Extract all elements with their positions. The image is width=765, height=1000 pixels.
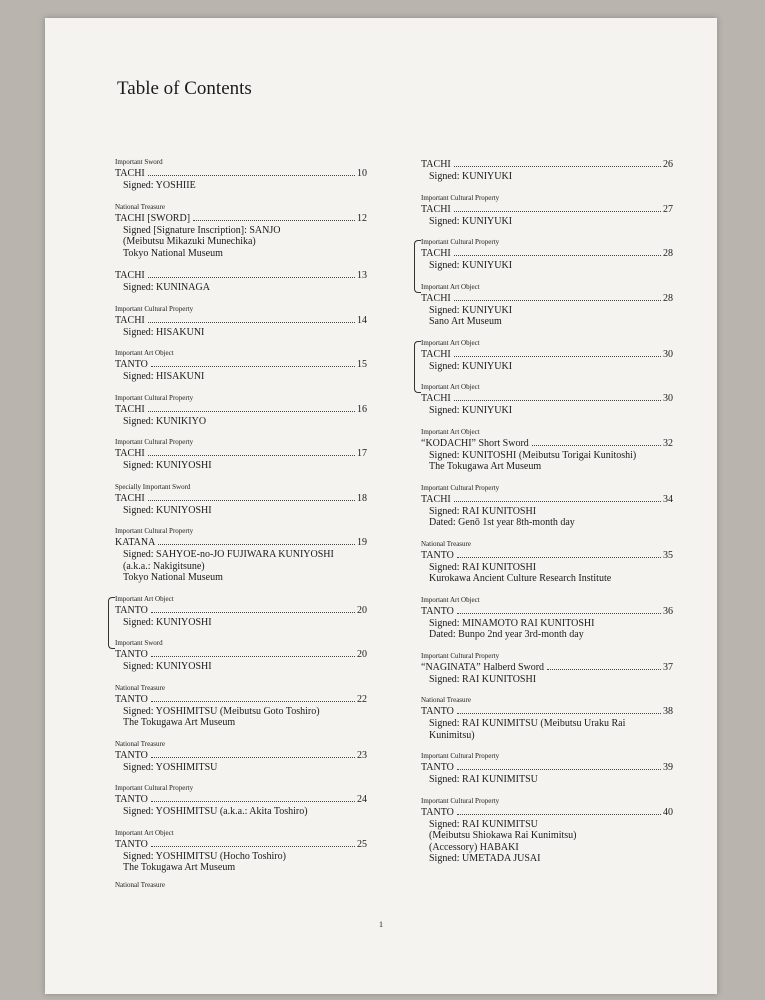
entry-page-number: 25 [357,838,367,850]
entry-page-number: 28 [663,248,673,259]
toc-entry [115,158,367,192]
toc-entry [115,784,367,818]
entry-detail: Tokyo National Museum [123,572,223,583]
dot-leader [457,613,661,614]
dot-leader [532,445,661,446]
dot-leader [151,612,355,613]
group-bracket [414,341,421,393]
entry-detail: Signed: KUNITOSHI (Meibutsu Torigai Kunitoshi) [429,449,637,461]
entry-detail: Signed: RAI KUNIMITSU (Meibutsu Uraku Rai Kunimitsu) [429,718,626,741]
dot-leader [454,166,661,167]
dot-leader [148,455,355,456]
toc-entry [115,527,367,584]
toc-entry [115,203,367,260]
dot-leader [151,656,355,657]
entry-heading-line [115,359,367,371]
entry-page-number: 16 [357,403,367,415]
entry-detail: Signed: RAI KUNITOSHI [429,505,537,517]
entry-page-number: 17 [357,448,367,459]
entry-heading-line [115,493,367,505]
entry-heading-line [115,448,367,460]
entry-page-number: 19 [357,537,367,548]
entry-title: “NAGINATA” Halberd Sword [421,661,545,673]
entry-category: Important Art Object [115,828,174,837]
entry-title: TANTO [421,806,454,818]
entry-page-number: 14 [357,314,367,326]
entry-page-number: 27 [663,203,673,215]
entry-page-number: 23 [357,749,367,761]
dot-leader [151,801,355,802]
dot-leader [158,544,355,545]
entry-heading-line [421,393,673,405]
entry-detail: Signed: KUNIYUKI [429,215,513,227]
entry-title: TACHI [115,492,145,504]
entry-detail: Sano Art Museum [429,316,502,327]
entry-detail: (Accessory) HABAKI [429,841,519,853]
entry-title: TANTO [115,359,148,370]
dot-leader [151,757,355,758]
dot-leader [454,501,661,502]
toc-entry [115,740,367,774]
entry-title: TANTO [421,605,454,617]
entry-category: Important Cultural Property [421,193,500,202]
entry-category: Important Cultural Property [115,393,194,402]
entry-category: Important Cultural Property [421,752,500,760]
entry-page-number: 22 [357,693,367,705]
dot-leader [454,400,661,401]
entry-heading-line [115,839,367,851]
toc-entry [421,752,673,786]
entry-detail: The Tokugawa Art Museum [123,717,236,728]
entry-category: Important Art Object [115,594,174,603]
entry-title: TANTO [421,762,454,773]
toc-entry [115,394,367,428]
dot-leader [148,500,355,501]
entry-heading-line [115,404,367,416]
entry-heading-line [421,550,673,562]
entry-page-number: 20 [357,649,367,660]
entry-heading-line [115,168,367,180]
toc-entry [421,238,673,272]
entry-page-number: 24 [357,794,367,805]
entry-detail: Signed: MINAMOTO RAI KUNITOSHI [429,617,595,629]
entry-detail: Signed: YOSHIMITSU (a.k.a.: Akita Toshiro) [123,806,308,817]
dot-leader [148,175,355,176]
entry-heading-line [421,293,673,305]
entry-category: Important Cultural Property [115,438,194,446]
entry-category: National Treasure [421,696,471,704]
toc-right-column [421,158,673,876]
entry-heading-line [115,649,367,661]
entry-detail: (Meibutsu Mikazuki Munechika) [123,236,256,247]
entry-detail: Signed: KUNIYUKI [429,405,513,416]
entry-detail: Signed: KUNIYOSHI [123,661,212,672]
entry-heading-line [115,537,367,549]
entry-heading-line [115,605,367,617]
entry-page-number: 34 [663,493,673,505]
entry-detail: Dated: Genō 1st year 8th-month day [429,517,575,528]
toc-entry [421,596,673,641]
entry-title: TANTO [115,693,148,705]
toc-entry [115,349,367,383]
entry-category: Specially Important Sword [115,482,191,491]
dot-leader [547,669,661,670]
entry-page-number: 37 [663,661,673,673]
toc-entry [421,428,673,473]
toc-entry [115,483,367,517]
entry-page-number: 13 [357,270,367,281]
entry-detail: Signed: YOSHIIE [123,180,196,191]
entry-detail: Signed: UMETADA JUSAI [429,853,541,864]
dot-leader [151,701,355,702]
toc-entry [115,305,367,339]
entry-title: TACHI [115,448,145,459]
entry-category: National Treasure [115,739,165,748]
toc-entry [421,339,673,373]
entry-title: TACHI [115,270,145,281]
entry-page-number: 32 [663,437,673,449]
entry-heading-line [421,438,673,450]
entry-title: TANTO [421,706,454,717]
entry-heading-line [421,204,673,216]
entry-title: TACHI [SWORD] [115,212,191,224]
entry-title: TANTO [115,604,148,616]
entry-page-number: 26 [663,159,673,170]
entry-category: National Treasure [421,539,471,548]
entry-page-number: 20 [357,604,367,616]
entry-heading-line [421,662,673,674]
entry-detail: Signed: HISAKUNI [123,326,205,338]
entry-detail: Signed: RAI KUNIMITSU [429,774,538,785]
entry-detail: The Tokugawa Art Museum [123,862,236,873]
entry-heading-line [421,762,673,774]
entry-title: TANTO [115,794,148,805]
entry-page-number: 15 [357,359,367,370]
entry-detail: The Tokugawa Art Museum [429,461,542,472]
entry-detail: Kurokawa Ancient Culture Research Institute [429,573,612,584]
entry-detail: Signed: KUNIYOSHI [123,460,212,471]
entry-category: Important Art Object [421,282,480,291]
entry-category: Important Cultural Property [421,651,500,660]
entry-category: Important Sword [115,639,163,647]
toc-entry [421,484,673,529]
dot-leader [454,255,661,256]
dot-leader [454,356,661,357]
dot-leader [148,277,355,278]
toc-entry [421,194,673,228]
entry-heading-line [115,794,367,806]
toc-entry [115,438,367,472]
entry-category: Important Cultural Property [421,483,500,492]
entry-detail: Signed: KUNIYUKI [429,304,513,316]
entry-page-number: 30 [663,393,673,404]
entry-detail: Signed: RAI KUNIMITSU [429,818,538,830]
entry-category: Important Art Object [115,349,174,357]
dot-leader [151,366,355,367]
entry-category: National Treasure [115,683,165,692]
entry-category: Important Cultural Property [115,784,194,792]
entry-category: Important Sword [115,158,163,166]
entry-heading-line [421,494,673,506]
entry-category: National Treasure [115,202,165,211]
entry-title: TANTO [115,838,148,850]
entry-title: TACHI [421,493,451,505]
entry-title: TANTO [421,549,454,561]
entry-category: Important Art Object [421,383,480,391]
entry-category: Important Art Object [421,427,480,436]
entry-title: TACHI [115,314,145,326]
entry-title: TACHI [421,248,451,259]
entry-page-number: 28 [663,292,673,304]
toc-left-column [115,158,367,890]
entry-detail: Signed: RAI KUNITOSHI [429,673,537,685]
entry-title: TANTO [115,649,148,660]
group-bracket [414,240,421,293]
entry-title: TACHI [115,403,145,415]
entry-page-number: 40 [663,806,673,818]
entry-detail: Tokyo National Museum [123,247,223,259]
dot-leader [454,211,661,212]
entry-detail: Signed: RAI KUNITOSHI [429,561,537,573]
dot-leader [457,814,661,815]
entry-detail: Signed: SAHYOE-no-JO FUJIWARA KUNIYOSHI [123,549,334,560]
entry-detail: Signed [Signature Inscription]: SANJO [123,224,281,236]
dot-leader [457,769,661,770]
entry-detail: Signed: YOSHIMITSU (Meibutsu Goto Toshiro) [123,705,320,717]
entry-heading-line [115,270,367,282]
entry-detail: Signed: HISAKUNI [123,371,205,382]
dot-leader [193,220,355,221]
toc-entry [115,595,367,629]
entry-title: TACHI [421,292,451,304]
entry-detail: (Meibutsu Shiokawa Rai Kunimitsu) [429,830,577,841]
entry-heading-line [421,159,673,171]
entry-detail: Signed: KUNIYUKI [429,171,513,182]
entry-title: TACHI [421,348,451,360]
entry-heading-line [115,750,367,762]
toc-entry [421,797,673,865]
entry-heading-line [421,349,673,361]
entry-heading-line [115,315,367,327]
dot-leader [148,322,355,323]
entry-page-number: 38 [663,706,673,717]
entry-page-number: 39 [663,762,673,773]
entry-category: Important Cultural Property [115,527,194,535]
entry-detail: Signed: KUNIYOSHI [123,504,212,516]
page-number: 1 [379,920,383,929]
entry-page-number: 36 [663,605,673,617]
entry-title: TANTO [115,749,148,761]
document-page [45,18,717,994]
entry-page-number: 18 [357,492,367,504]
entry-category: Important Cultural Property [421,796,500,805]
toc-entry [115,639,367,673]
toc-entry [115,270,367,294]
entry-page-number: 30 [663,348,673,360]
toc-entry [115,829,367,874]
entry-title: TACHI [421,393,451,404]
entry-detail: Signed: KUNIYOSHI [123,616,212,628]
entry-heading-line [421,606,673,618]
entry-title: TACHI [421,203,451,215]
entry-detail: Signed: YOSHIMITSU (Hocho Toshiro) [123,850,286,862]
entry-heading-line [421,706,673,718]
entry-heading-line [115,694,367,706]
entry-title: TACHI [115,168,145,179]
dot-leader [454,300,661,301]
toc-entry [421,159,673,183]
entry-detail: Dated: Bunpo 2nd year 3rd-month day [429,629,584,640]
continued-category-note: National Treasure [115,880,165,889]
toc-entry [421,283,673,328]
entry-title: “KODACHI” Short Sword [421,437,529,449]
toc-entry [421,696,673,741]
entry-detail: (a.k.a.: Nakigitsune) [123,560,205,572]
entry-heading-line [421,248,673,260]
entry-heading-line [115,213,367,225]
entry-detail: Signed: KUNINAGA [123,282,210,293]
entry-category: Important Art Object [421,595,480,604]
toc-entry [115,684,367,729]
toc-entry [421,383,673,417]
entry-heading-line [421,807,673,819]
entry-detail: Signed: YOSHIMITSU [123,761,218,773]
entry-detail: Signed: KUNIKIYO [123,415,207,427]
entry-detail: Signed: KUNIYUKI [429,360,513,372]
entry-page-number: 10 [357,168,367,179]
entry-detail: Signed: KUNIYUKI [429,260,513,271]
group-bracket [108,597,115,649]
dot-leader [148,411,355,412]
dot-leader [151,846,355,847]
entry-title: KATANA [115,537,156,548]
dot-leader [457,713,661,714]
entry-title: TACHI [421,159,451,170]
entry-page-number: 35 [663,549,673,561]
entry-category: Important Art Object [421,338,480,347]
entry-category: Important Cultural Property [421,238,500,246]
entry-page-number: 12 [357,212,367,224]
toc-entry [421,540,673,585]
page-title: Table of Contents [117,78,252,99]
dot-leader [457,557,661,558]
entry-category: Important Cultural Property [115,304,194,313]
toc-entry [421,652,673,686]
